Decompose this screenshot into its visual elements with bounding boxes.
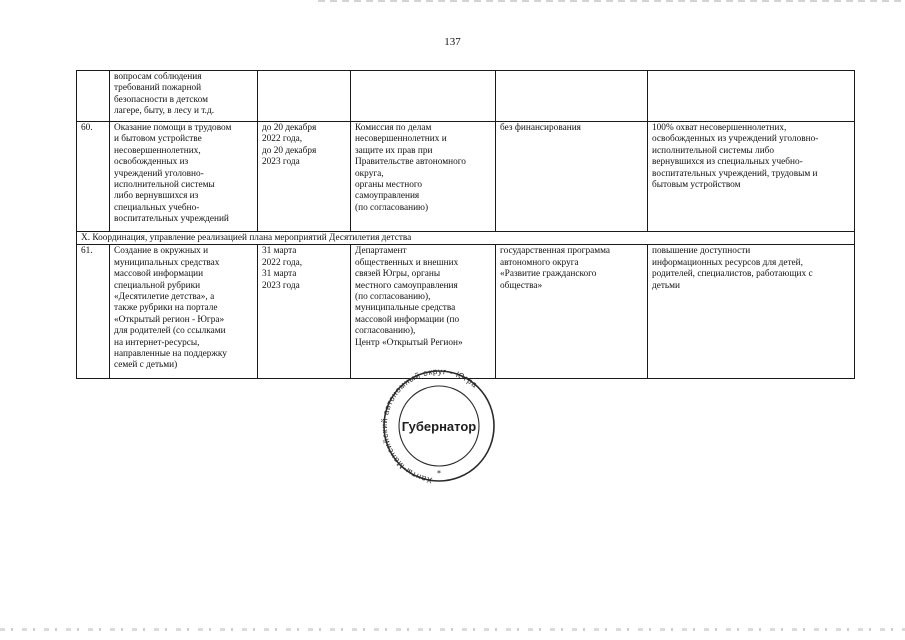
section-title: X. Координация, управление реализацией плана мероприятий Десятилетия детства: [77, 232, 855, 245]
responsible-cell: [351, 71, 496, 122]
result-cell: повышение доступности информационных ресурсов для детей, родителей, специалистов, работающих с детьми: [648, 245, 855, 379]
deadline-cell: до 20 декабря 2022 года, до 20 декабря 2023 года: [258, 122, 351, 232]
page-number: 137: [444, 36, 461, 48]
activity-cell: вопросам соблюдения требований пожарной безопасности в детском лагере, быту, в лесу и т.д.: [110, 71, 258, 122]
seal-ring-text: Ханты-Мансийский автономный округ - Югра: [380, 368, 480, 485]
governor-seal: [368, 368, 510, 488]
scan-artifact-top: [318, 0, 905, 2]
deadline-cell: [258, 71, 351, 122]
table-row: [77, 245, 855, 379]
seal-graphic: [368, 368, 510, 488]
seal-center-text: Губернатор: [401, 419, 477, 434]
seal-star: *: [437, 469, 441, 478]
row-number: 61.: [77, 245, 110, 379]
table-row: [77, 122, 855, 232]
scan-artifact-bottom: [0, 628, 905, 631]
financing-cell: государственная программа автономного округа «Развитие гражданского общества»: [496, 245, 648, 379]
result-cell: [648, 71, 855, 122]
responsible-cell: Комиссия по делам несовершеннолетних и защите их прав при Правительстве автономного округа, органы местного самоуправления (по согласованию): [351, 122, 496, 232]
activity-plan-table: [76, 70, 855, 379]
section-header-row: [77, 232, 855, 245]
financing-cell: [496, 71, 648, 122]
row-number: 60.: [77, 122, 110, 232]
row-number: [77, 71, 110, 122]
activity-cell: Оказание помощи в трудовом и бытовом устройстве несовершеннолетних, освобожденных из учреждений уголовно- исполнительной системы либо вернувшихся из специальных учебно- воспитательных учреждений: [110, 122, 258, 232]
activity-cell: Создание в окружных и муниципальных средствах массовой информации специальной рубрики «Десятилетие детства», а также рубрики на портале «Открытый регион - Югра» для родителей (со ссылками на интернет-ресурсы, направленные на поддержку семей с детьми): [110, 245, 258, 379]
result-cell: 100% охват несовершеннолетних, освобожденных из учреждений уголовно- исполнительной системы либо вернувшихся из специальных учебно- воспитательных учреждений, трудовым и бытовым устройством: [648, 122, 855, 232]
financing-cell: без финансирования: [496, 122, 648, 232]
responsible-cell: Департамент общественных и внешних связей Югры, органы местного самоуправления (по согласованию), муниципальные средства массовой информации (по согласованию), Центр «Открытый Регион»: [351, 245, 496, 379]
deadline-cell: 31 марта 2022 года, 31 марта 2023 года: [258, 245, 351, 379]
table-row: [77, 71, 855, 122]
